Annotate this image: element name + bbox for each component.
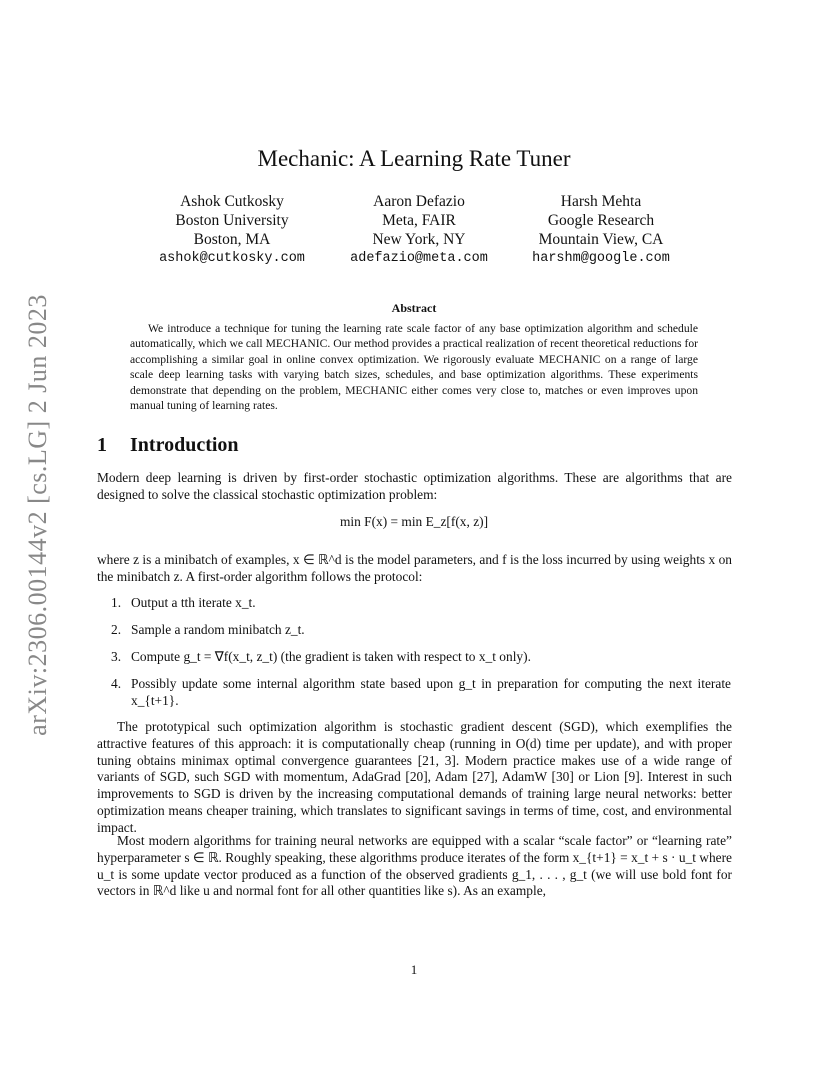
author-location: New York, NY: [372, 231, 466, 248]
author-email[interactable]: adefazio@meta.com: [350, 251, 488, 266]
author-affiliation: Boston University: [175, 212, 289, 229]
optimization-equation: min F(x) = min E_z[f(x, z)]: [339, 514, 489, 529]
author-affiliation: Meta, FAIR: [382, 212, 456, 229]
abstract-heading: Abstract: [391, 301, 437, 315]
list-item-number: 4.: [111, 676, 122, 691]
list-item-number: 3.: [111, 649, 122, 664]
list-item-number: 1.: [111, 595, 122, 610]
section-number: 1: [97, 434, 107, 456]
intro-paragraph-2: where z is a minibatch of examples, x ∈ ℝ^d is the model parameters, and f is the loss incurred by using weights x on the minibatch z. A first-order algorithm follows the protocol:: [97, 552, 732, 584]
list-item-number: 2.: [111, 622, 122, 637]
author-email[interactable]: ashok@cutkosky.com: [159, 251, 305, 266]
author-location: Boston, MA: [193, 231, 271, 248]
author-3: [481, 192, 721, 268]
author-name: Aaron Defazio: [373, 193, 465, 210]
intro-paragraph-4: Most modern algorithms for training neural networks are equipped with a scalar “scale factor” or “learning rate” hyperparameter s ∈ ℝ. Roughly speaking, these algorithms produce iterates of the form x_{t+1} = x_t + s · u_t where u_t is some update vector produced as a function of the observed gradients g_1, . . . , g_t (we will use bold font for vectors in ℝ^d like u and normal font for all other quantities like s). As an example,: [97, 833, 732, 899]
list-item-text: Sample a random minibatch z_t.: [131, 622, 305, 637]
section-heading: [97, 434, 239, 457]
arxiv-identifier: arXiv:2306.00144v2 [cs.LG] 2 Jun 2023: [23, 294, 52, 736]
author-name: Harsh Mehta: [560, 193, 642, 210]
intro-paragraph-3: The prototypical such optimization algorithm is stochastic gradient descent (SGD), which exemplifies the attractive features of this approach: it is computationally cheap (running in O(d) time per update), and with proper tuning obtains minimax optimal convergence guarantees [21, 3]. Modern practice makes use of a wide range of variants of SGD, such SGD with momentum, AdaGrad [20], Adam [27], AdamW [30] or Lion [9]. Interest in such improvements to SGD is driven by the increasing computational demands of training large neural networks: better optimization means cheaper training, which translates to significant savings in terms of time, cost, and environmental impact.: [97, 719, 732, 835]
list-item-text: Output a tth iterate x_t.: [131, 595, 256, 610]
author-affiliation: Google Research: [547, 212, 655, 229]
author-location: Mountain View, CA: [538, 231, 664, 248]
abstract-text: We introduce a technique for tuning the learning rate scale factor of any base optimization algorithm and schedule automatically, which we call MECHANIC. Our method provides a practical realization of recent theoretical reductions for accomplishing a similar goal in online convex optimization. We rigorously evaluate MECHANIC on a range of large scale deep learning tasks with varying batch sizes, schedules, and base optimization algorithms. These experiments demonstrate that depending on the problem, MECHANIC either comes very close to, matches or even improves upon manual tuning of learning rates.: [130, 322, 698, 413]
section-title: Introduction: [130, 434, 239, 456]
author-name: Ashok Cutkosky: [180, 193, 284, 210]
intro-paragraph-1: Modern deep learning is driven by first-order stochastic optimization algorithms. These are algorithms that are designed to solve the classical stochastic optimization problem:: [97, 470, 732, 502]
list-item-text: Compute g_t = ∇f(x_t, z_t) (the gradient is taken with respect to x_t only).: [131, 649, 531, 664]
author-email[interactable]: harshm@google.com: [532, 251, 670, 266]
paper-title: Mechanic: A Learning Rate Tuner: [257, 146, 571, 171]
page-number: 1: [410, 962, 418, 977]
list-item-text: Possibly update some internal algorithm state based upon g_t in preparation for computing the next iterate x_{t+1}.: [131, 676, 731, 708]
